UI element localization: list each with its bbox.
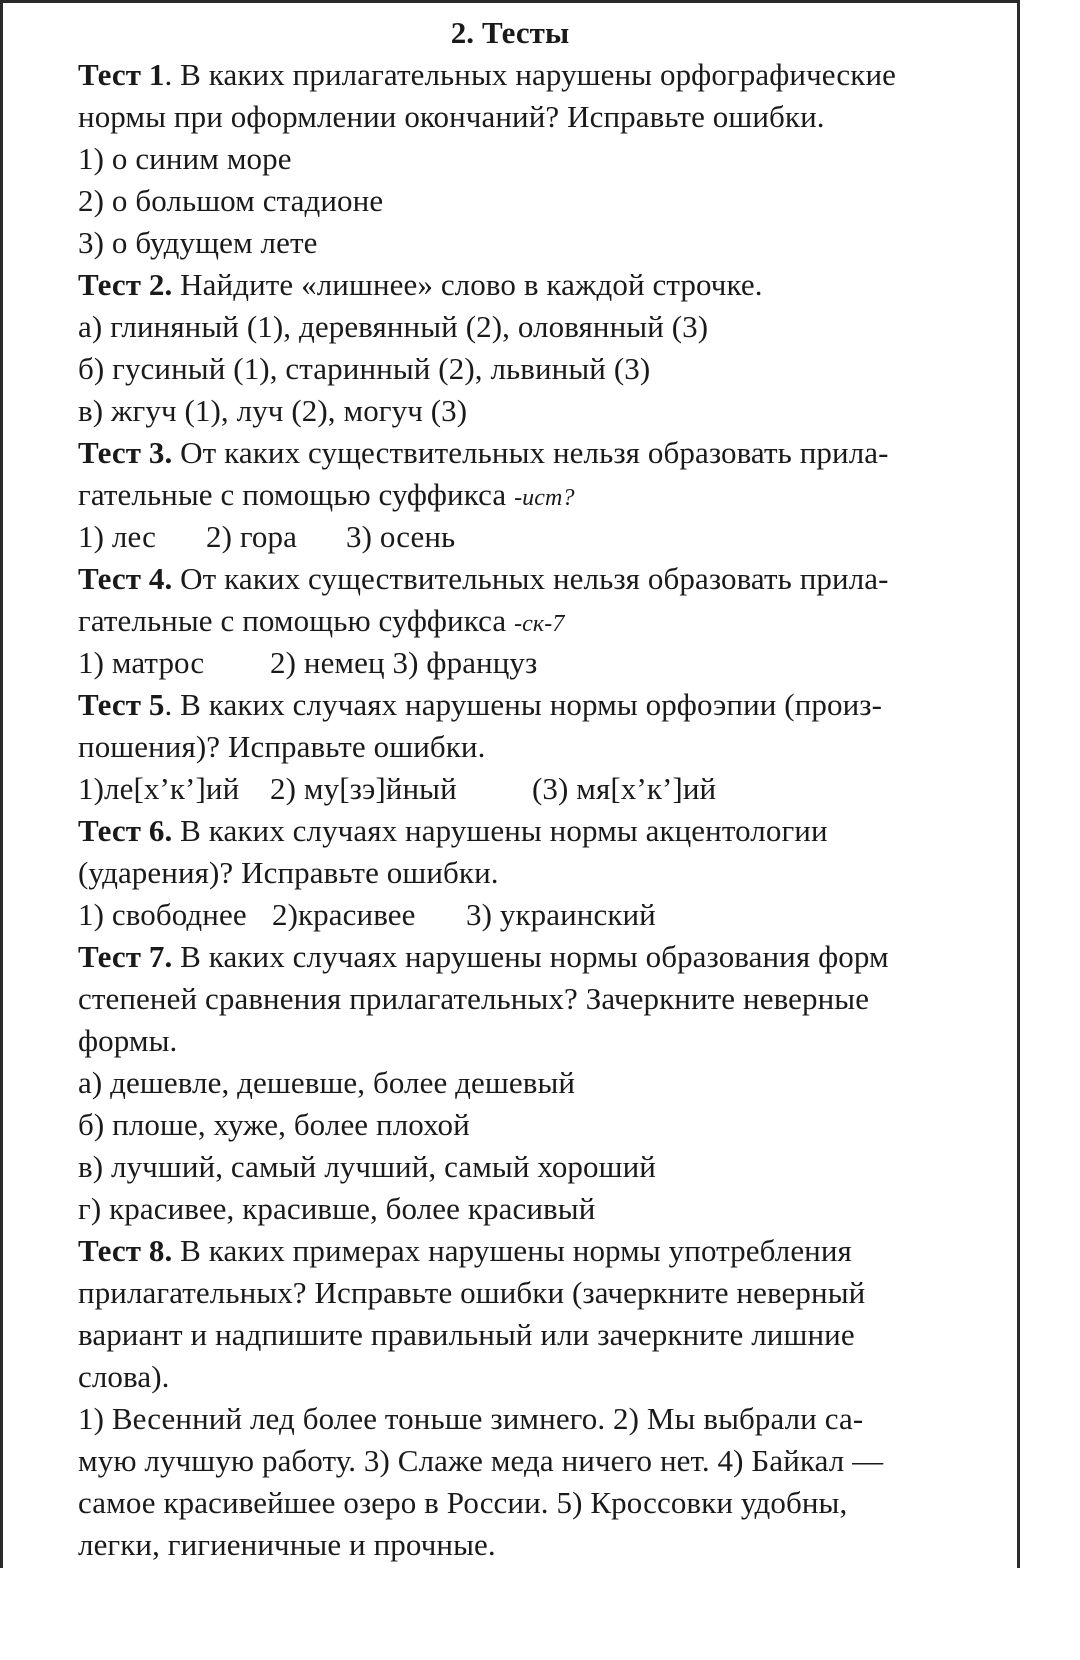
test3-option-2: 2) гора [206,519,297,554]
test8-question-text-1: В каких примерах нарушены нормы употребления [172,1233,852,1268]
test5-question-line-1 [78,684,948,726]
test3-question-text-2: гательные с помощью суффикса [78,477,515,512]
test6-label: Тест 6. [78,813,173,848]
test4-option-2-3: 2) немец 3) француз [270,645,538,680]
test7-question-line-2: степеней сравнения прилагательных? Зачеркните неверные [78,981,870,1016]
test3-option-1: 1) лес [78,519,156,554]
test8-body-line-1: 1) Весенний лед более тоньше зимнего. 2) Мы выбрали са- [78,1401,864,1436]
test4-option-1: 1) матрос [78,645,205,680]
test6-question-text-1: В каких случаях нарушены нормы акцентологии [172,813,828,848]
test3-label: Тест 3. [78,435,173,470]
test1-question-line-1 [78,54,948,96]
test4-question-text-2: гательные с помощью суффикса [78,603,515,638]
test1-label: Тест 1 [78,57,165,92]
test5-option-2: 2) му[зэ]йный [270,771,457,806]
test8-question-line-3: вариант и надпишите правильный или зачеркните лишние [78,1317,855,1352]
test6-options [78,894,948,936]
test7-question-text-1: В каких случаях нарушены нормы образования форм [172,939,889,974]
document-page [78,12,948,1566]
test4-suffix: -ск-7 [514,611,565,637]
test5-option-1: 1)ле[х’к’]ий [78,771,240,806]
test6-option-1: 1) свободнее [78,897,247,932]
test7-question-line-3: формы. [78,1023,178,1058]
test3-question-line-1 [78,432,948,474]
test7-item-c: в) лучший, самый лучший, самый хороший [78,1149,656,1184]
test5-option-3: (3) мя[х’к’]ий [532,771,717,806]
test3-question-text-1: От каких существительных нельзя образовать прила- [172,435,889,470]
test8-body-line-2: мую лучшую работу. 3) Слаже меда ничего нет. 4) Байкал — [78,1443,884,1478]
test5-label: Тест 5 [78,687,165,722]
test8-question-line-4: слова). [78,1359,170,1394]
test8-body-line-4: легки, гигиеничные и прочные. [78,1527,496,1562]
test1-question-line-2: нормы при оформлении окончаний? Исправьте ошибки. [78,99,825,134]
test2-question-line-1 [78,264,948,306]
test7-item-d: г) красивее, красивше, более красивый [78,1191,596,1226]
test1-item-2: 2) о большом стадионе [78,183,384,218]
test8-body-line-3: самое красивейшее озеро в России. 5) Кроссовки удобны, [78,1485,848,1520]
test2-item-c: в) жгуч (1), луч (2), могуч (3) [78,393,468,428]
section-title: 2. Тесты [450,15,570,50]
test3-suffix: -ист? [514,485,575,511]
test6-option-2: 2)красивее [272,897,416,932]
test7-item-b: б) плоше, хуже, более плохой [78,1107,470,1142]
test3-question-line-2 [78,474,948,516]
test4-label: Тест 4. [78,561,173,596]
test5-question-text-1: . В каких случаях нарушены нормы орфоэпии (произ- [164,687,883,722]
test5-question-line-2: пошения)? Исправьте ошибки. [78,729,486,764]
test2-item-b: б) гусиный (1), старинный (2), львиный (3) [78,351,651,386]
test7-item-a: а) дешевле, дешевше, более дешевый [78,1065,576,1100]
test5-options [78,768,948,810]
test8-question-line-1 [78,1230,948,1272]
test1-item-1: 1) о синим море [78,141,292,176]
test6-option-3: 3) украинский [466,897,656,932]
test6-question-line-1 [78,810,948,852]
test4-question-line-1 [78,558,948,600]
test1-item-3: 3) о будущем лете [78,225,318,260]
test4-question-text-1: От каких существительных нельзя образовать прила- [172,561,889,596]
test6-question-line-2: (ударения)? Исправьте ошибки. [78,855,499,890]
test4-question-line-2 [78,600,948,642]
test2-item-a: а) глиняный (1), деревянный (2), оловянный (3) [78,309,709,344]
test4-options [78,642,948,684]
test7-question-line-1 [78,936,948,978]
test8-label: Тест 8. [78,1233,173,1268]
test3-options [78,516,948,558]
test2-label: Тест 2. [78,267,173,302]
test1-question-text-1: . В каких прилагательных нарушены орфографические [164,57,896,92]
test7-label: Тест 7. [78,939,173,974]
test2-question-text-1: Найдите «лишнее» слово в каждой строчке. [172,267,763,302]
test3-option-3: 3) осень [346,519,456,554]
test8-question-line-2: прилагательных? Исправьте ошибки (зачеркните неверный [78,1275,866,1310]
